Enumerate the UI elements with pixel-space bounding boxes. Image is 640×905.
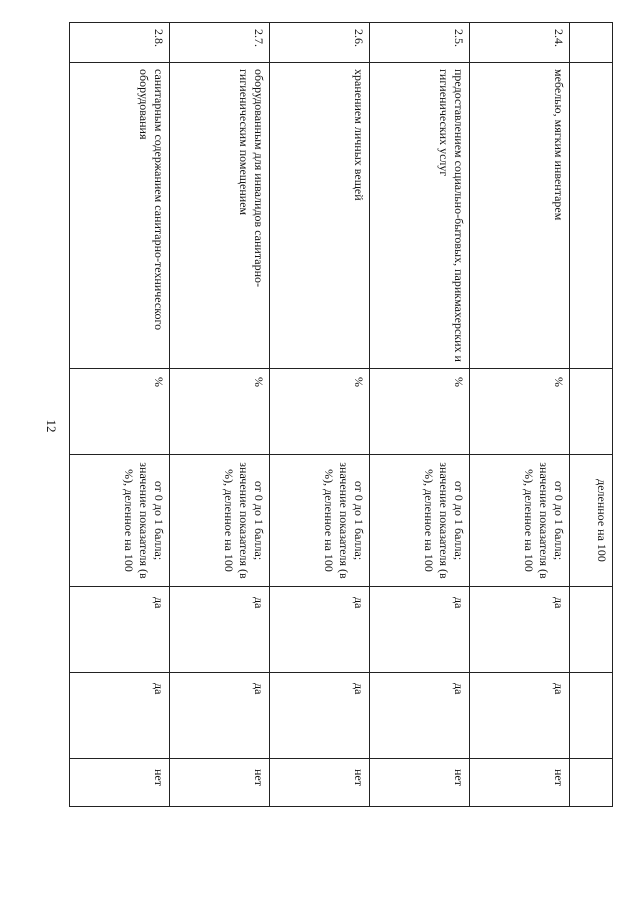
row-number: 2.4. bbox=[470, 23, 570, 63]
page-number: 12 bbox=[44, 419, 59, 433]
table-inner bbox=[69, 22, 613, 806]
row-col5: да bbox=[70, 587, 170, 673]
cell-method: деленное на 100 bbox=[570, 455, 613, 587]
row-unit: % bbox=[470, 369, 570, 455]
table-row bbox=[170, 23, 270, 807]
row-unit: % bbox=[70, 369, 170, 455]
table-row bbox=[270, 23, 370, 807]
row-col7: нет bbox=[170, 759, 270, 807]
row-calc-method: от 0 до 1 балла; значение показателя (в %), деленное на 100 bbox=[70, 455, 170, 587]
row-calc-method: от 0 до 1 балла; значение показателя (в %), деленное на 100 bbox=[270, 455, 370, 587]
row-col6: да bbox=[70, 673, 170, 759]
cell-num bbox=[570, 23, 613, 63]
cell-unit bbox=[570, 369, 613, 455]
row-col7: нет bbox=[270, 759, 370, 807]
row-col5: да bbox=[270, 587, 370, 673]
row-indicator-name: предоставлением социально-бытовых, парикмахерских и гигиенических услуг bbox=[370, 63, 470, 369]
row-calc-method: от 0 до 1 балла; значение показателя (в %), деленное на 100 bbox=[370, 455, 470, 587]
table-row bbox=[470, 23, 570, 807]
row-indicator-name: санитарным содержанием санитарно-технического оборудования bbox=[70, 63, 170, 369]
row-number: 2.8. bbox=[70, 23, 170, 63]
row-col6: да bbox=[270, 673, 370, 759]
cell-col6 bbox=[570, 673, 613, 759]
row-col5: да bbox=[470, 587, 570, 673]
row-calc-method: от 0 до 1 балла; значение показателя (в %), деленное на 100 bbox=[170, 455, 270, 587]
row-calc-method: от 0 до 1 балла; значение показателя (в %), деленное на 100 bbox=[470, 455, 570, 587]
cell-col7 bbox=[570, 759, 613, 807]
row-col5: да bbox=[170, 587, 270, 673]
row-col7: нет bbox=[70, 759, 170, 807]
row-indicator-name: оборудованным для инвалидов санитарно-гигиеническим помещением bbox=[170, 63, 270, 369]
row-col5: да bbox=[370, 587, 470, 673]
cell-col5 bbox=[570, 587, 613, 673]
row-number: 2.5. bbox=[370, 23, 470, 63]
table-row bbox=[70, 23, 170, 807]
row-col7: нет bbox=[370, 759, 470, 807]
row-col6: да bbox=[170, 673, 270, 759]
cell-name bbox=[570, 63, 613, 369]
indicator-table bbox=[69, 22, 613, 807]
row-indicator-name: хранением личных вещей bbox=[270, 63, 370, 369]
row-col6: да bbox=[370, 673, 470, 759]
rotated-table-frame bbox=[69, 22, 613, 806]
row-indicator-name: мебелью, мягким инвентарем bbox=[470, 63, 570, 369]
row-unit: % bbox=[170, 369, 270, 455]
continuation-row bbox=[570, 23, 613, 807]
row-col7: нет bbox=[470, 759, 570, 807]
row-col6: да bbox=[470, 673, 570, 759]
row-unit: % bbox=[270, 369, 370, 455]
row-number: 2.6. bbox=[270, 23, 370, 63]
table-row bbox=[370, 23, 470, 807]
row-unit: % bbox=[370, 369, 470, 455]
row-number: 2.7. bbox=[170, 23, 270, 63]
